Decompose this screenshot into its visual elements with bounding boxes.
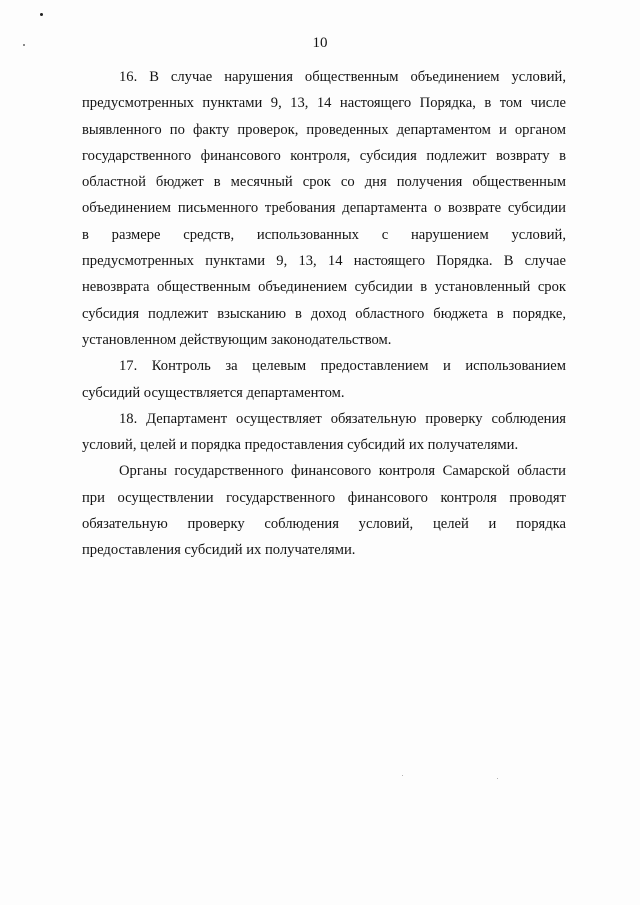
document-body (82, 64, 566, 564)
text-line: обязательную проверку соблюдения условий, целей и порядка (82, 516, 566, 533)
text-line: 16. В случае нарушения общественным объединением условий, (119, 69, 566, 85)
text-line: при осуществлении государственного финансового контроля проводят (82, 489, 566, 506)
text-line: предусмотренных пунктами 9, 13, 14 настоящего Порядка, в том числе (82, 95, 566, 112)
text-line: условий, целей и порядка предоставления субсидий их получателями. (82, 437, 519, 454)
text-line: 18. Департамент осуществляет обязательную проверку соблюдения (119, 410, 566, 427)
scan-speck (497, 778, 498, 779)
text-line: в размере средств, использованных с нарушением условий, (82, 226, 566, 243)
text-line: Органы государственного финансового контроля Самарской области (119, 463, 566, 480)
text-line: предусмотренных пунктами 9, 13, 14 настоящего Порядка. В случае (82, 253, 566, 270)
scan-speck (40, 13, 43, 16)
text-line: невозврата общественным объединением субсидии в установленный срок (82, 279, 566, 296)
text-line: областной бюджет в месячный срок со дня получения общественным (82, 174, 566, 191)
text-line: субсидия подлежит взысканию в доход областного бюджета в порядке, (82, 305, 566, 322)
text-line: установленном действующим законодательством. (82, 331, 392, 348)
text-line: предоставления субсидий их получателями. (82, 542, 356, 559)
page-number: 10 (312, 35, 328, 51)
text-line: 17. Контроль за целевым предоставлением и использованием (119, 358, 566, 375)
scan-speck (402, 775, 403, 776)
text-line: государственного финансового контроля, субсидия подлежит возврату в (82, 147, 566, 164)
text-line: выявленного по факту проверок, проведенных департаментом и органом (82, 121, 566, 138)
text-line: объединением письменного требования департамента о возврате субсидии (82, 200, 566, 217)
text-line: субсидий осуществляется департаментом. (82, 384, 345, 401)
